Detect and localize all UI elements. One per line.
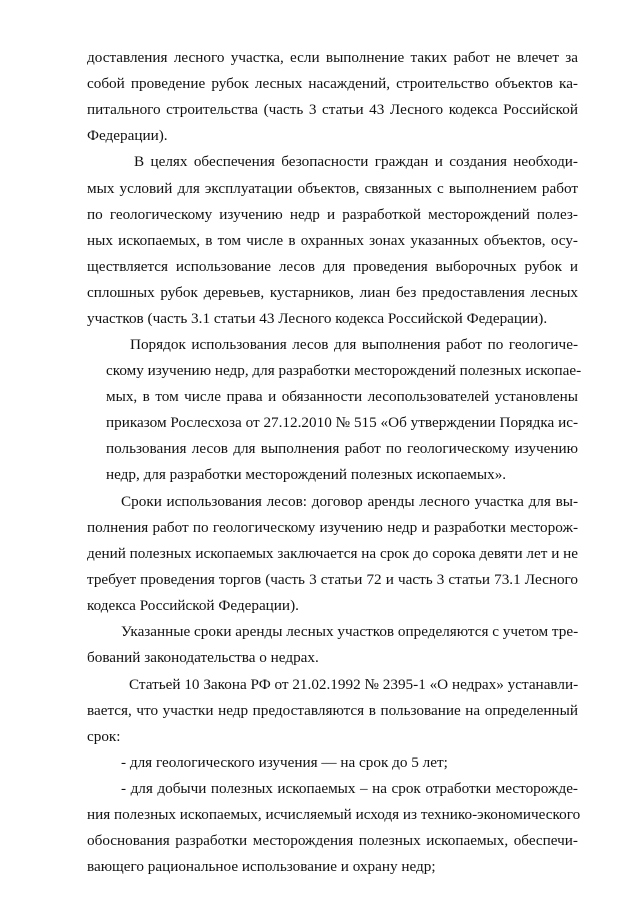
text-line: Порядок использования лесов для выполнения работ по геологиче-	[130, 336, 578, 353]
text-line: - для геологического изучения — на срок до 5 лет;	[121, 754, 448, 771]
text-line: сплошных рубок деревьев, кустарников, лиан без предоставления лесных	[87, 284, 578, 301]
text-line: - для добычи полезных ископаемых – на срок отработки месторожде-	[121, 780, 578, 797]
text-line: участков (часть 3.1 статьи 43 Лесного кодекса Российской Федерации).	[87, 310, 548, 327]
text-line: ществляется использование лесов для проведения выборочных рубок и	[87, 258, 578, 275]
text-line: срок:	[87, 728, 121, 745]
text-line: мых, в том числе права и обязанности лесопользователей установлены	[106, 388, 578, 405]
text-line: доставления лесного участка, если выполнение таких работ не влечет за	[87, 49, 578, 66]
text-line: ных ископаемых, в том числе в охранных зонах указанных объектов, осу-	[87, 232, 578, 249]
text-line: вающего рациональное использование и охрану недр;	[87, 858, 436, 875]
text-line: по геологическому изучению недр и разработкой месторождений полез-	[87, 206, 578, 223]
text-line: В целях обеспечения безопасности граждан и создания необходи-	[134, 153, 578, 170]
text-line: недр, для разработки месторождений полезных ископаемых».	[106, 466, 507, 483]
text-line: полнения работ по геологическому изучению недр и разработки месторож-	[87, 519, 578, 536]
text-line: мых условий для эксплуатации объектов, связанных с выполнением работ	[87, 180, 578, 197]
text-line: вается, что участки недр предоставляются в пользование на определенный	[87, 702, 578, 719]
text-line: ния полезных ископаемых, исчисляемый исходя из технико-экономического	[87, 806, 581, 823]
text-line: пользования лесов для выполнения работ по геологическому изучению	[106, 440, 578, 457]
text-line: обоснования разработки месторождения полезных ископаемых, обеспечи-	[87, 832, 578, 849]
text-line: кодекса Российской Федерации).	[87, 597, 299, 614]
text-line: скому изучению недр, для разработки месторождений полезных ископае-	[106, 362, 582, 379]
text-line: бований законодательства о недрах.	[87, 649, 319, 666]
text-line: дений полезных ископаемых заключается на срок до сорока девяти лет и не	[87, 545, 578, 562]
text-line: Указанные сроки аренды лесных участков определяются с учетом тре-	[121, 623, 579, 640]
text-line: требует проведения торгов (часть 3 статьи 72 и часть 3 статьи 73.1 Лесного	[87, 571, 578, 588]
text-line: Федерации).	[87, 127, 168, 144]
text-line: собой проведение рубок лесных насаждений, строительство объектов ка-	[87, 75, 578, 92]
text-line: питального строительства (часть 3 статьи 43 Лесного кодекса Российской	[87, 101, 578, 118]
text-line: приказом Рослесхоза от 27.12.2010 № 515 «Об утверждении Порядка ис-	[106, 414, 578, 431]
text-line: Сроки использования лесов: договор аренды лесного участка для вы-	[121, 493, 578, 510]
text-line: Статьей 10 Закона РФ от 21.02.1992 № 2395-1 «О недрах» устанавли-	[129, 676, 579, 693]
